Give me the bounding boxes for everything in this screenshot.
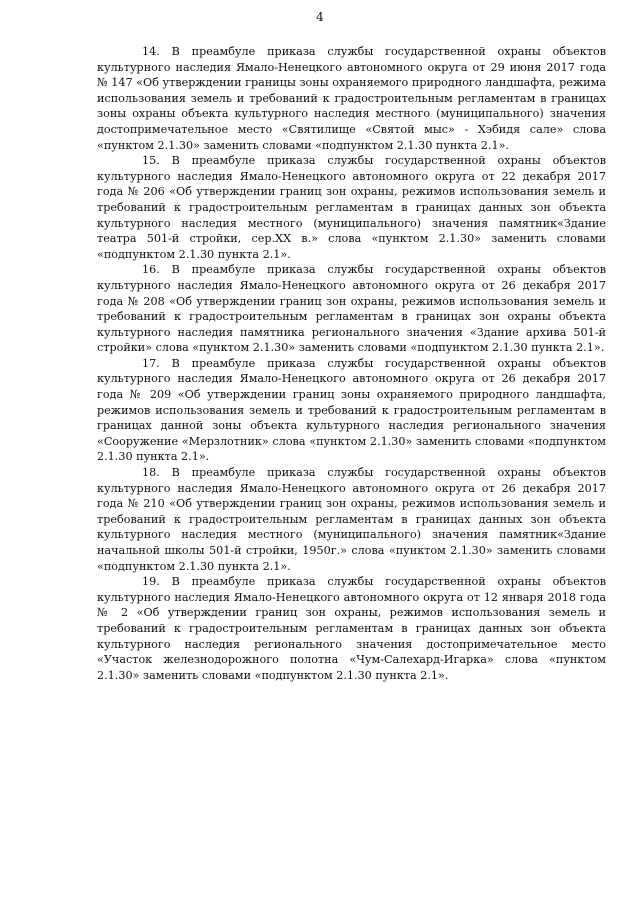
- paragraph-16: 16. В преамбуле приказа службы государственной охраны объектов культурного наследия Ямало-Ненецкого автономного округа от 26 декабря 2017 года № 208 «Об утверждении границ зон охраны, режимов использования земель и требований к градостроительным регламентам в границах зон охраны объекта культурного наследия памятника регионального значения «Здание архива 501-й стройки» слова «пунктом 2.1.30» заменить словами «подпунктом 2.1.30 пункта 2.1».: [97, 263, 606, 355]
- page-number: 4: [316, 10, 324, 24]
- paragraph-15: 15. В преамбуле приказа службы государственной охраны объектов культурного наследия Ямало-Ненецкого автономного округа от 22 декабря 2017 года № 206 «Об утверждении границ зон охраны, режимов использования земель и требований к градостроительным регламентам в границах данных зон объекта культурного наследия местного (муниципального) значения памятник«Здание театра 501-й стройки, сер.XX в.» слова «пунктом 2.1.30» заменить словами «подпунктом 2.1.30 пункта 2.1».: [97, 154, 606, 261]
- paragraph-14: 14. В преамбуле приказа службы государственной охраны объектов культурного наследия Ямало-Ненецкого автономного округа от 29 июня 2017 года № 147 «Об утверждении границы зоны охраняемого природного ландшафта, режима использования земель и требований к градостроительным регламентам в границах зоны охраны объекта культурного наследия местного (муниципального) значения достопримечательное место «Святилище «Святой мыс» - Хэбидя сале» слова «пунктом 2.1.30» заменить словами «подпунктом 2.1.30 пункта 2.1».: [97, 45, 606, 152]
- paragraph-19: 19. В преамбуле приказа службы государственной охраны объектов культурного наследия Ямало-Ненецкого автономного округа от 12 января 2018 года № 2 «Об утверждении границ зон охраны, режимов использования земель и требований к градостроительным регламентам в границах данных зон объекта культурного наследия регионального значения достопримечательное место «Участок железнодорожного полотна «Чум-Салехард-Игарка» слова «пунктом 2.1.30» заменить словами «подпунктом 2.1.30 пункта 2.1».: [97, 575, 606, 682]
- document-body: [97, 44, 606, 683]
- paragraph-18: 18. В преамбуле приказа службы государственной охраны объектов культурного наследия Ямало-Ненецкого автономного округа от 26 декабря 2017 года № 210 «Об утверждении границ зон охраны, режимов использования земель и требований к градостроительным регламентам в границах данных зон объекта культурного наследия местного (муниципального) значения памятник«Здание начальной школы 501-й стройки, 1950г.» слова «пунктом 2.1.30» заменить словами «подпунктом 2.1.30 пункта 2.1».: [97, 466, 606, 573]
- paragraph-17: 17. В преамбуле приказа службы государственной охраны объектов культурного наследия Ямало-Ненецкого автономного округа от 26 декабря 2017 года № 209 «Об утверждении границ зоны охраняемого природного ландшафта, режимов использования земель и требований к градостроительным регламентам в границах данной зоны объекта культурного наследия регионального значения «Сооружение «Мерзлотник» слова «пунктом 2.1.30» заменить словами «подпунктом 2.1.30 пункта 2.1».: [97, 356, 606, 464]
